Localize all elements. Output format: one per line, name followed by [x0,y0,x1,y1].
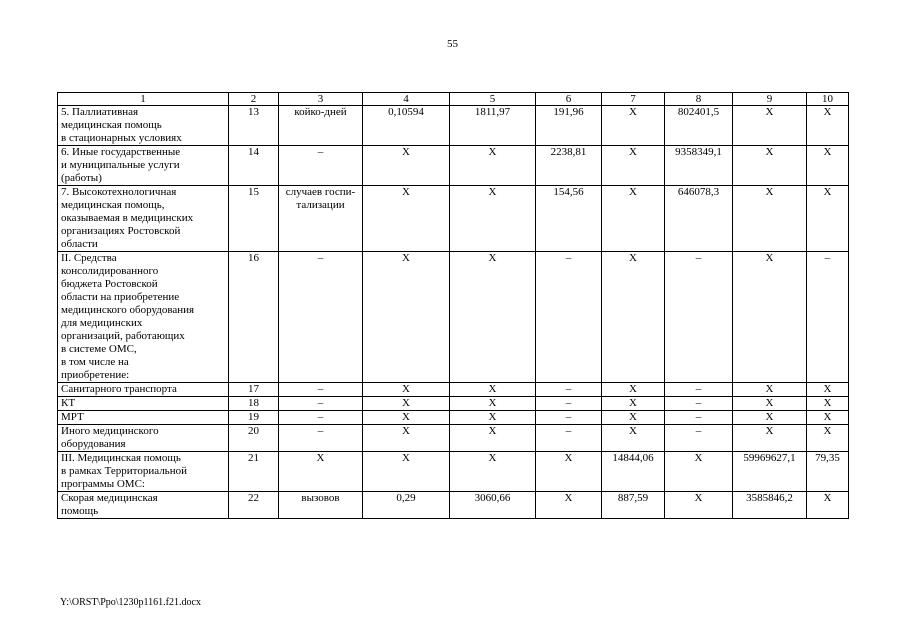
row-label-cell: Скорая медицинская помощь [58,492,229,519]
table-row [58,425,849,452]
value-cell: 15 [229,186,279,252]
value-cell: – [279,146,363,186]
value-cell: 191,96 [536,106,602,146]
value-cell: X [807,106,849,146]
column-number-6: 6 [536,93,602,106]
value-cell: – [665,252,733,383]
value-cell: – [279,411,363,425]
value-cell: X [733,411,807,425]
data-table-container [57,92,849,519]
value-cell: – [536,383,602,397]
value-cell: X [665,452,733,492]
table-row [58,146,849,186]
column-number-9: 9 [733,93,807,106]
value-cell: X [536,492,602,519]
table-row [58,411,849,425]
column-number-1: 1 [58,93,229,106]
table-row [58,452,849,492]
row-label-cell: 5. Паллиативная медицинская помощь в стационарных условиях [58,106,229,146]
value-cell: – [665,397,733,411]
row-label-cell: III. Медицинская помощь в рамках Территориальной программы ОМС: [58,452,229,492]
value-cell: X [450,411,536,425]
value-cell: X [733,146,807,186]
value-cell: X [602,106,665,146]
table-row [58,383,849,397]
value-cell: 13 [229,106,279,146]
value-cell: 79,35 [807,452,849,492]
value-cell: 14844,06 [602,452,665,492]
value-cell: – [665,411,733,425]
table-row [58,106,849,146]
value-cell: X [733,186,807,252]
value-cell: – [665,425,733,452]
value-cell: 2238,81 [536,146,602,186]
value-cell: X [536,452,602,492]
column-number-5: 5 [450,93,536,106]
value-cell: X [450,425,536,452]
row-label-cell: Иного медицинского оборудования [58,425,229,452]
value-cell: X [279,452,363,492]
value-cell: X [363,425,450,452]
value-cell: X [807,186,849,252]
row-label-cell: 6. Иные государственные и муниципальные услуги (работы) [58,146,229,186]
value-cell: X [450,146,536,186]
value-cell: X [450,186,536,252]
value-cell: X [450,252,536,383]
value-cell: – [279,425,363,452]
value-cell: X [807,425,849,452]
value-cell: X [363,146,450,186]
value-cell: – [536,397,602,411]
file-path-footer: Y:\ORST\Ppo\1230p1161.f21.docx [60,597,201,608]
value-cell: 802401,5 [665,106,733,146]
table-row [58,397,849,411]
column-number-4: 4 [363,93,450,106]
value-cell: 0,10594 [363,106,450,146]
value-cell: X [450,383,536,397]
value-cell: 646078,3 [665,186,733,252]
value-cell: X [665,492,733,519]
value-cell: 0,29 [363,492,450,519]
value-cell: – [807,252,849,383]
value-cell: 14 [229,146,279,186]
data-table [57,92,849,519]
value-cell: X [807,492,849,519]
row-label-cell: КТ [58,397,229,411]
value-cell: – [279,397,363,411]
value-cell: – [279,252,363,383]
value-cell: 59969627,1 [733,452,807,492]
value-cell: 19 [229,411,279,425]
value-cell: X [450,452,536,492]
value-cell: X [450,397,536,411]
value-cell: X [602,425,665,452]
value-cell: X [733,425,807,452]
table-header-row [58,93,849,106]
value-cell: – [279,383,363,397]
row-label-cell: II. Средства консолидированного бюджета Ростовской области на приобретение медицинского оборудования для медицинских организаций, работающих в системе ОМС, в том числе на приобретение: [58,252,229,383]
value-cell: 3585846,2 [733,492,807,519]
value-cell: X [363,397,450,411]
table-row [58,186,849,252]
value-cell: 887,59 [602,492,665,519]
value-cell: X [733,252,807,383]
column-number-2: 2 [229,93,279,106]
value-cell: X [602,397,665,411]
value-cell: X [363,252,450,383]
value-cell: X [807,383,849,397]
value-cell: X [807,411,849,425]
value-cell: вызовов [279,492,363,519]
table-row [58,492,849,519]
value-cell: 9358349,1 [665,146,733,186]
value-cell: X [807,397,849,411]
value-cell: 1811,97 [450,106,536,146]
column-number-3: 3 [279,93,363,106]
value-cell: X [733,106,807,146]
value-cell: койко-дней [279,106,363,146]
column-number-7: 7 [602,93,665,106]
value-cell: случаев госпи- тализации [279,186,363,252]
value-cell: 18 [229,397,279,411]
value-cell: X [807,146,849,186]
value-cell: – [536,252,602,383]
row-label-cell: Санитарного транспорта [58,383,229,397]
value-cell: X [602,186,665,252]
value-cell: – [536,425,602,452]
value-cell: 16 [229,252,279,383]
value-cell: – [536,411,602,425]
value-cell: X [602,146,665,186]
value-cell: 154,56 [536,186,602,252]
row-label-cell: МРТ [58,411,229,425]
value-cell: X [363,411,450,425]
column-number-8: 8 [665,93,733,106]
value-cell: 3060,66 [450,492,536,519]
page-number: 55 [447,38,458,50]
value-cell: 22 [229,492,279,519]
value-cell: X [602,411,665,425]
value-cell: – [665,383,733,397]
value-cell: 17 [229,383,279,397]
value-cell: X [363,186,450,252]
row-label-cell: 7. Высокотехнологичная медицинская помощь, оказываемая в медицинских организациях Ростовской области [58,186,229,252]
value-cell: X [363,383,450,397]
value-cell: 21 [229,452,279,492]
value-cell: X [363,452,450,492]
value-cell: X [602,383,665,397]
column-number-10: 10 [807,93,849,106]
value-cell: X [733,383,807,397]
value-cell: 20 [229,425,279,452]
value-cell: X [602,252,665,383]
table-row [58,252,849,383]
value-cell: X [733,397,807,411]
